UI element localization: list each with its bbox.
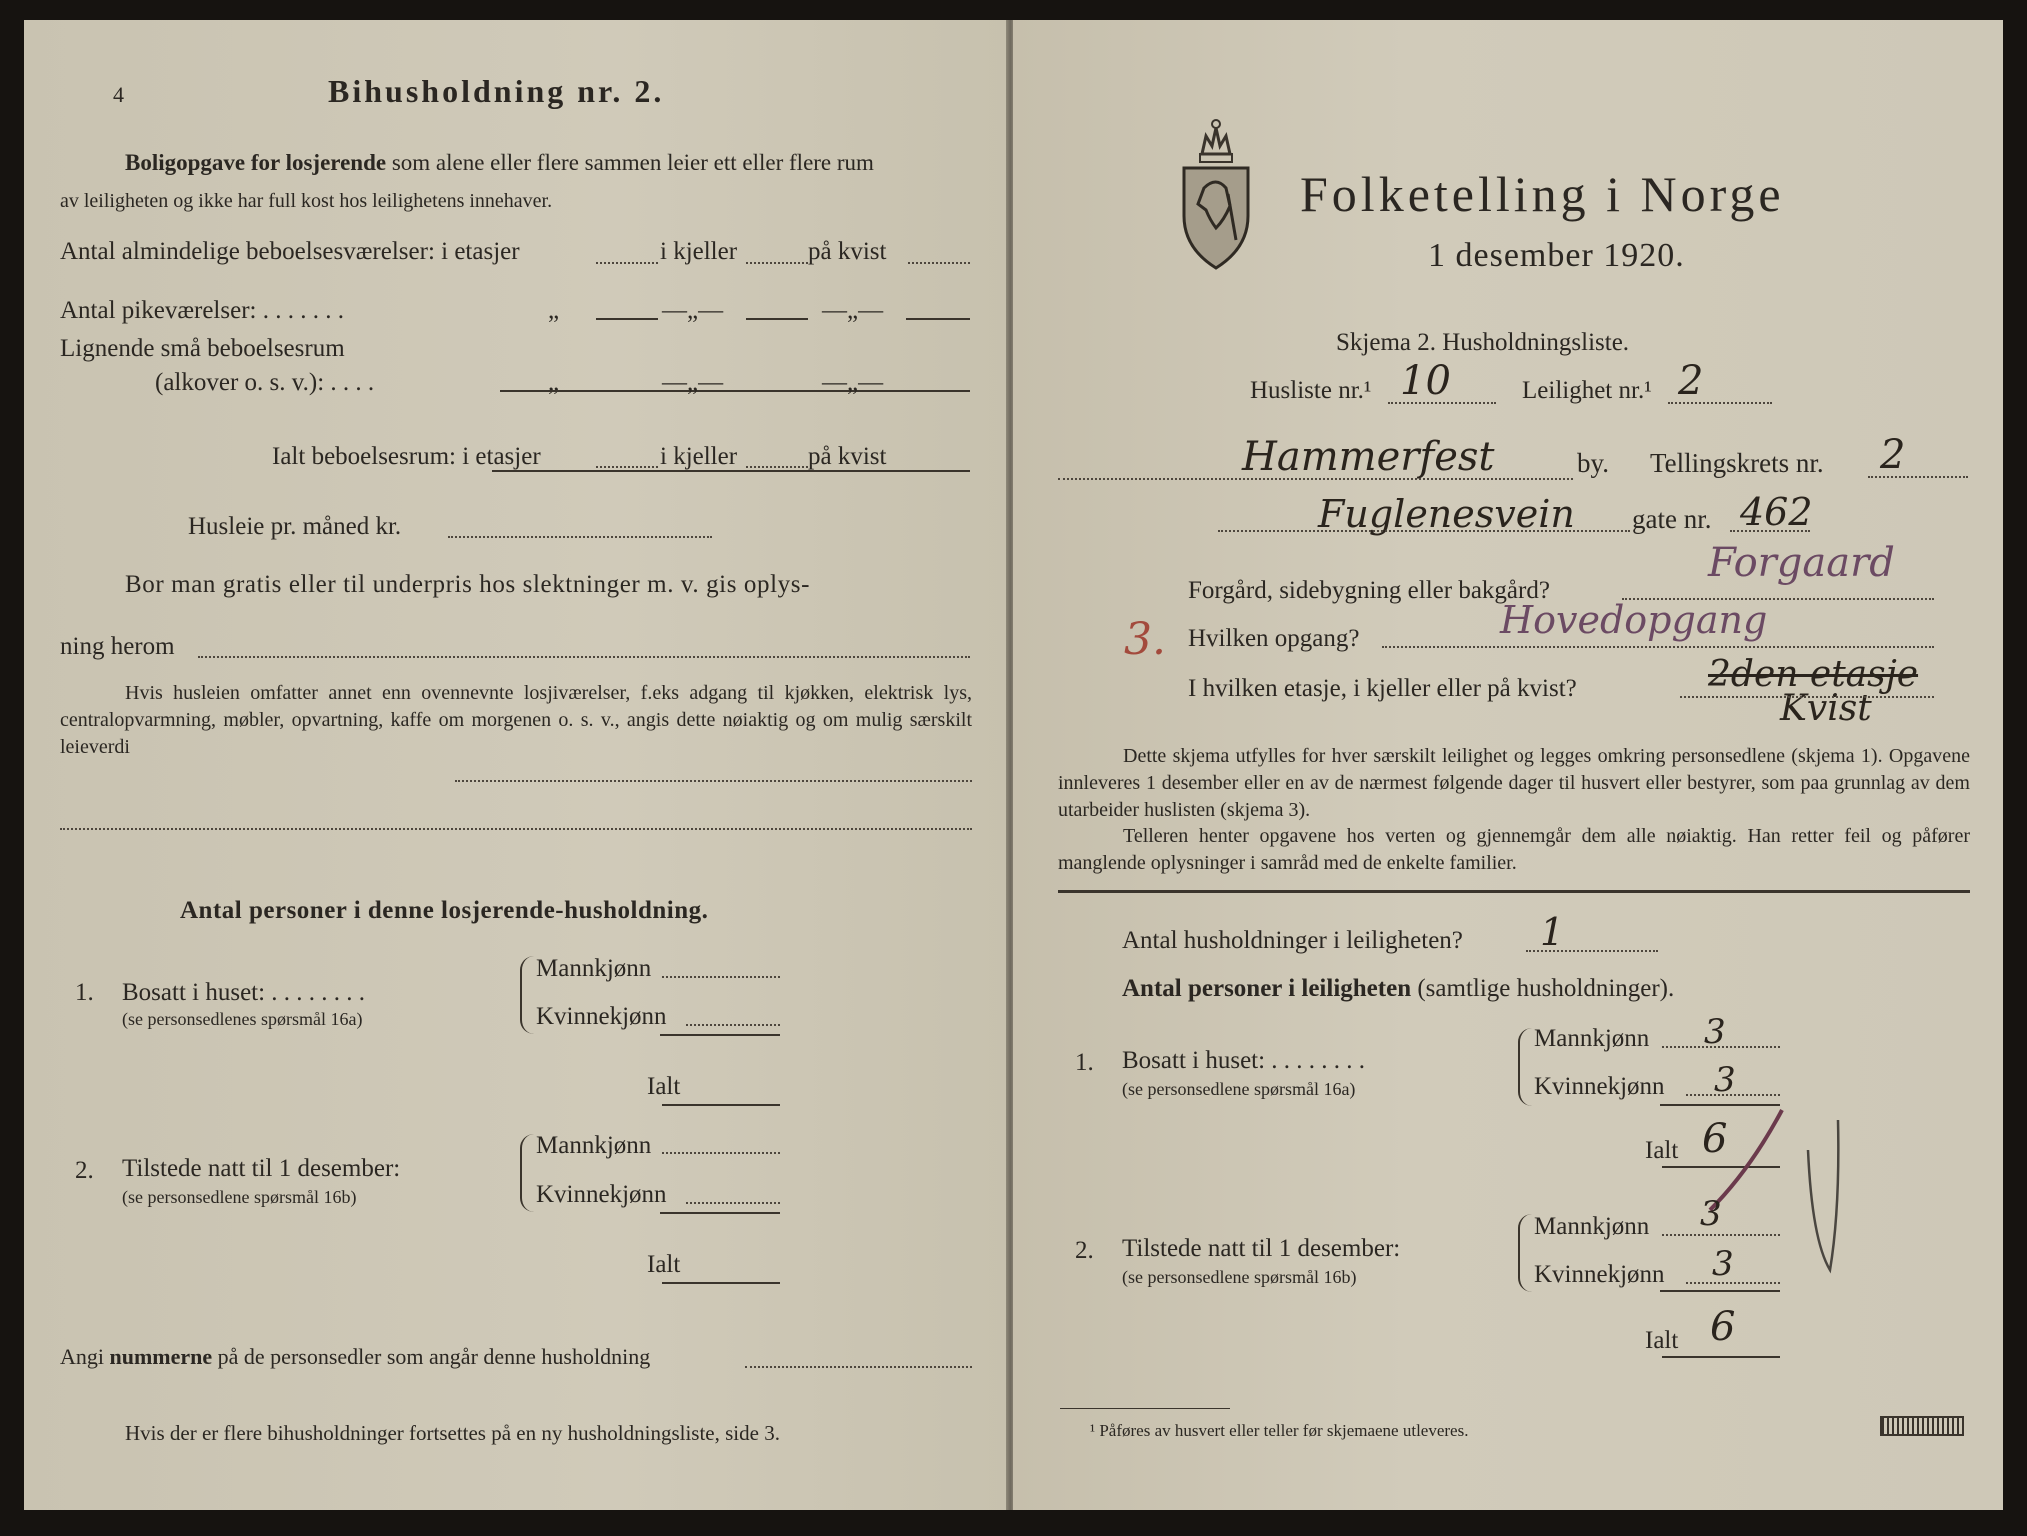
right-q1-kvinne: Kvinnekjønn: [1534, 1073, 1665, 1100]
left-footer: Hvis der er flere bihusholdninger fortsettes på en ny husholdningsliste, side 3.: [125, 1421, 780, 1445]
rooms-kvist-label: på kvist: [808, 238, 887, 265]
total-etasjer-field: [596, 466, 658, 468]
leieverdi-field: [455, 780, 972, 782]
hush-field: [1526, 950, 1658, 952]
pike-ditto-1: „: [548, 297, 560, 324]
angi-field: [745, 1366, 972, 1368]
right-q2-label: Tilstede natt til 1 desember:: [1122, 1235, 1401, 1262]
angi-line: [60, 1342, 650, 1372]
intro-rest: som alene eller flere sammen leier ett eller flere rum: [391, 150, 874, 175]
census-date: 1 desember 1920.: [1428, 237, 1685, 274]
right-q2-ialt-line: [1662, 1356, 1780, 1358]
left-q2-num: 2.: [75, 1157, 94, 1184]
right-q1-mann-value: 3: [1704, 1012, 1726, 1052]
free-line-2: ning herom: [60, 633, 175, 660]
etasje-field: [1680, 696, 1934, 698]
etasje-value-1: 2den etasje: [1708, 654, 1919, 695]
etasje-label: I hvilken etasje, i kjeller eller på kvist?: [1188, 675, 1577, 702]
street-field: [1218, 530, 1630, 532]
pike-field-2: [746, 318, 808, 320]
right-q2-num: 2.: [1075, 1237, 1094, 1264]
footnote-rule: [1060, 1408, 1230, 1409]
left-q2-mann: Mannkjønn: [536, 1132, 652, 1159]
total-kvist-label: på kvist: [808, 443, 887, 470]
small-rooms-label-1: Lignende små beboelsesrum: [60, 335, 345, 362]
left-q2-mann-field: [662, 1152, 780, 1154]
rent-field: [448, 536, 712, 538]
left-q1-kvinne-field: [686, 1024, 780, 1026]
opgang-value: Hovedopgang: [1500, 598, 1768, 642]
left-q2-kvinne: Kvinnekjønn: [536, 1181, 667, 1208]
leieverdi-field-2: [60, 828, 972, 830]
total-rooms-label: Ialt beboelsesrum: i etasjer: [272, 443, 541, 470]
right-q1-brace: [1518, 1028, 1534, 1106]
intro-line-1: [125, 148, 874, 178]
hush-value: 1: [1540, 910, 1565, 954]
right-q2-kvinne: Kvinnekjønn: [1534, 1261, 1665, 1288]
bihusholdning-title: Bihusholdning nr. 2.: [328, 73, 665, 109]
husliste-label: Husliste nr.¹: [1250, 377, 1372, 404]
census-title: Folketelling i Norge: [1300, 166, 1785, 222]
total-kjeller-field: [746, 466, 808, 468]
total-kjeller-label: i kjeller: [660, 443, 738, 470]
right-q1-label: Bosatt i huset: . . . . . . . .: [1122, 1047, 1366, 1074]
right-q2-sub: (se personsedlene spørsmål 16b): [1122, 1267, 1357, 1287]
free-field: [198, 656, 970, 658]
intro-bold: Boligopgave for losjerende: [125, 150, 387, 175]
pike-field-3: [906, 318, 970, 320]
left-q2-brace: [520, 1134, 536, 1212]
city-value: Hammerfest: [1242, 434, 1495, 480]
pike-ditto-3: —„—: [822, 297, 884, 324]
total-rooms-underline: [492, 470, 970, 472]
forgaard-value: Forgaard: [1708, 540, 1895, 586]
leilighet-label: Leilighet nr.¹: [1522, 377, 1652, 404]
left-persons-heading: Antal personer i denne losjerende-husholdning.: [180, 897, 709, 924]
footnote: ¹ Påføres av husvert eller teller før skjemaene utleveres.: [1090, 1421, 1469, 1440]
by-label: by.: [1577, 448, 1609, 478]
left-q1-brace: [520, 956, 536, 1034]
right-q1-ialt: Ialt: [1645, 1137, 1679, 1164]
section-divider: [1058, 890, 1970, 893]
krets-value: 2: [1880, 432, 1906, 478]
left-q1-mann-field: [662, 976, 780, 978]
left-q1-label: Bosatt i huset: . . . . . . . .: [122, 979, 366, 1006]
small-rooms-line: [500, 390, 970, 392]
right-q1-kvinne-value: 3: [1714, 1060, 1736, 1100]
right-q2-ialt-value: 6: [1710, 1304, 1736, 1350]
rooms-kjeller-field: [746, 262, 808, 264]
etasje-value-2: Kvist: [1780, 688, 1872, 729]
small-ditto-1: „: [548, 369, 560, 396]
corner-mark: 4: [113, 82, 124, 107]
left-q1-ialt-line: [662, 1104, 780, 1106]
angi-post: på de personsedler som angår denne husholdning: [217, 1344, 651, 1369]
left-q2-label: Tilstede natt til 1 desember:: [122, 1155, 401, 1182]
right-persons-heading-bold: Antal personer i leiligheten: [1122, 975, 1412, 1002]
left-q2-ialt: Ialt: [647, 1251, 681, 1278]
husliste-field: [1388, 402, 1496, 404]
right-q1-mann: Mannkjønn: [1534, 1025, 1650, 1052]
left-q2-sum-line: [660, 1212, 780, 1214]
rooms-kjeller-label: i kjeller: [660, 238, 738, 265]
city-field: [1058, 478, 1573, 480]
right-q2-ialt: Ialt: [1645, 1327, 1679, 1354]
left-q1-kvinne: Kvinnekjønn: [536, 1003, 667, 1030]
gate-field: [1730, 530, 1810, 532]
krets-field: [1868, 476, 1968, 478]
angi-pre: Angi: [60, 1344, 104, 1369]
right-q1-num: 1.: [1075, 1049, 1094, 1076]
krets-label: Tellingskrets nr.: [1650, 448, 1824, 478]
right-q2-mann-value: 3: [1700, 1194, 1722, 1234]
left-q1-mann: Mannkjønn: [536, 955, 652, 982]
left-q1-sub: (se personsedlenes spørsmål 16a): [122, 1009, 363, 1029]
hush-label: Antal husholdninger i leiligheten?: [1122, 927, 1463, 954]
rooms-kvist-field: [908, 262, 970, 264]
rent-label: Husleie pr. måned kr.: [188, 513, 402, 540]
right-persons-heading-rest: (samtlige husholdninger).: [1417, 975, 1675, 1002]
red-pencil-mark: 3.: [1124, 614, 1166, 665]
right-persons-heading: [1122, 974, 1674, 1004]
forgaard-label: Forgård, sidebygning eller bakgård?: [1188, 577, 1550, 604]
right-q2-sum-line: [1660, 1290, 1780, 1292]
leilighet-field: [1668, 402, 1772, 404]
pike-ditto-2: —„—: [662, 297, 724, 324]
left-info-paragraph: Hvis husleien omfatter annet enn ovennevnte losjiværelser, f.eks adgang til kjøkken, elektrisk lys, centralopvarmning, møbler, opvartning, kaffe om morgenen o. s. v., angis dette nøiaktig og om mulig særskilt leieverdi: [60, 682, 972, 758]
street-value: Fuglenesvein: [1318, 492, 1575, 536]
small-ditto-3: —„—: [822, 369, 884, 396]
right-q2-kvinne-value: 3: [1712, 1244, 1734, 1284]
gate-value: 462: [1740, 490, 1813, 534]
right-q2-kvinne-field: [1686, 1282, 1780, 1284]
left-q2-sub: (se personsedlene spørsmål 16b): [122, 1187, 357, 1207]
right-q1-ialt-value: 6: [1702, 1116, 1728, 1162]
left-q1-sum-line: [660, 1034, 780, 1036]
opgang-label: Hvilken opgang?: [1188, 625, 1360, 652]
right-q2-mann: Mannkjønn: [1534, 1213, 1650, 1240]
opgang-field: [1382, 646, 1934, 648]
right-q1-mann-field: [1662, 1046, 1780, 1048]
intro-line-2: av leiligheten og ikke har full kost hos leilighetens innehaver.: [60, 190, 553, 212]
leilighet-value: 2: [1678, 358, 1704, 404]
printer-stamp: [1880, 1416, 1964, 1436]
left-q1-num: 1.: [75, 979, 94, 1006]
right-q1-sub: (se personsedlene spørsmål 16a): [1122, 1079, 1356, 1099]
free-line-1: Bor man gratis eller til underpris hos slektninger m. v. gis oplys-: [125, 571, 811, 598]
small-rooms-label-2: (alkover o. s. v.): . . . .: [155, 369, 375, 396]
right-q2-brace: [1518, 1214, 1534, 1292]
right-info-paragraph-1: Dette skjema utfylles for hver særskilt leilighet og legges omkring personsedlene (skjema 1). Opgavene innleveres 1 desember eller en av de nærmest følgende dager til husvert eller bestyrer, som paa grunnlag av dem utarbeider huslisten (skjema 3).: [1058, 745, 1970, 821]
pike-field-1: [596, 318, 658, 320]
right-q2-mann-field: [1662, 1234, 1780, 1236]
left-q1-ialt: Ialt: [647, 1073, 681, 1100]
left-q2-ialt-line: [662, 1282, 780, 1284]
left-q2-kvinne-field: [686, 1202, 780, 1204]
pike-label: Antal pikeværelser: . . . . . . .: [60, 297, 344, 324]
rooms-label: Antal almindelige beboelsesværelser: i etasjer: [60, 238, 520, 265]
norway-coat-of-arms-icon: [1176, 116, 1256, 272]
angi-bold: nummerne: [109, 1344, 213, 1369]
rooms-etasjer-field: [596, 262, 658, 264]
gate-label: gate nr.: [1632, 504, 1712, 534]
small-ditto-2: —„—: [662, 369, 724, 396]
schema-label: Skjema 2. Husholdningsliste.: [1336, 329, 1630, 356]
right-info-paragraph-2: Telleren henter opgavene hos verten og gjennemgår dem alle nøiaktig. Han retter feil og påfører manglende oplysninger i samråd med de enkelte familier.: [1058, 825, 1970, 874]
husliste-value: 10: [1400, 358, 1451, 404]
